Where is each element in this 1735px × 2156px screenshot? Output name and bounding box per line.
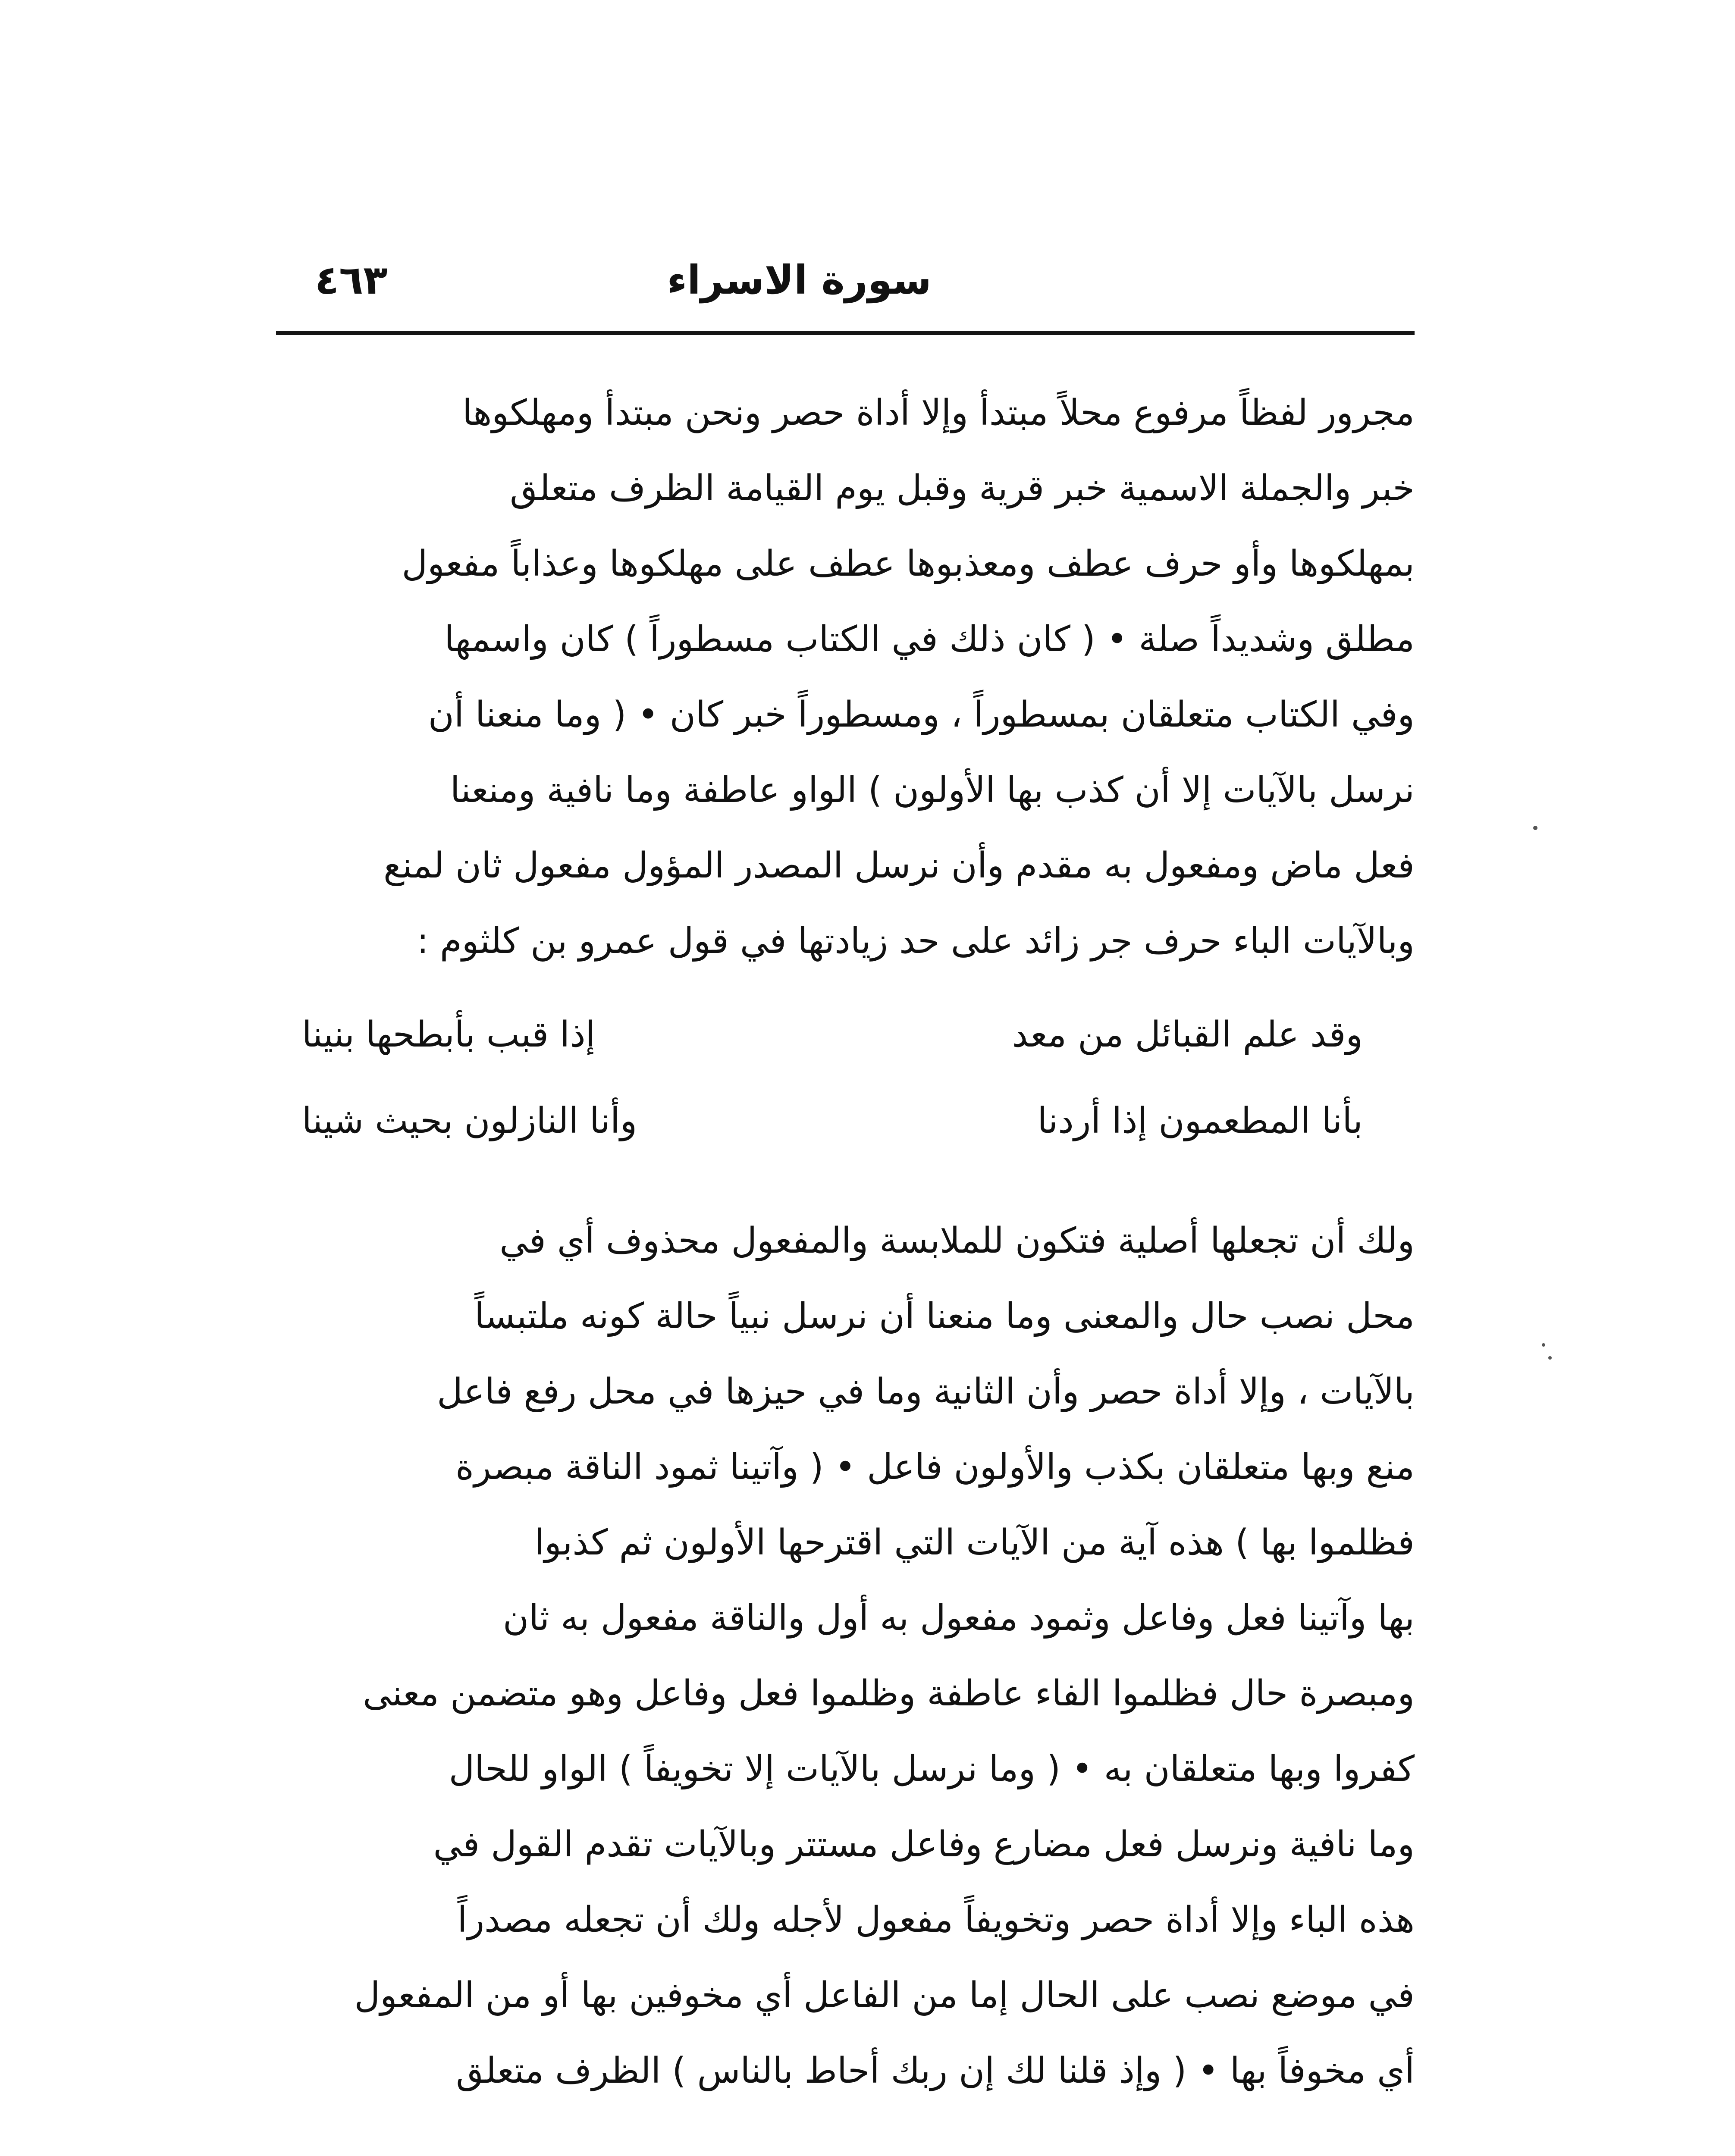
text-line: فعل ماض ومفعول به مقدم وأن نرسل المصدر المؤول مفعول ثان لمنع: [383, 845, 1415, 886]
text-line: ولك أن تجعلها أصلية فتكون للملابسة والمفعول محذوف أي في: [499, 1220, 1415, 1261]
verse-first-hemistich: بأنا المطعمون إذا أردنا: [1037, 1100, 1363, 1141]
text-line: مجرور لفظاً مرفوع محلاً مبتدأ وإلا أداة حصر ونحن مبتدأ ومهلكوها: [462, 392, 1415, 433]
text-line: أي مخوفاً بها • ( وإذ قلنا لك إن ربك أحاط بالناس ) الظرف متعلق: [456, 2050, 1415, 2091]
verse-second-hemistich: إذا قبب بأبطحها بنينا: [302, 1014, 596, 1055]
text-line: وما نافية ونرسل فعل مضارع وفاعل مستتر وبالآيات تقدم القول في: [433, 1824, 1415, 1865]
text-line: ومبصرة حال فظلموا الفاء عاطفة وظلموا فعل وفاعل وهو متضمن معنى: [363, 1673, 1415, 1714]
text-line: وبالآيات الباء حرف جر زائد على حد زيادتها في قول عمرو بن كلثوم :: [417, 921, 1415, 962]
text-line: مطلق وشديداً صلة • ( كان ذلك في الكتاب مسطوراً ) كان واسمها: [444, 619, 1415, 660]
verse-second-hemistich: وأنا النازلون بحيث شينا: [302, 1100, 637, 1141]
text-line: محل نصب حال والمعنى وما منعنا أن نرسل نبياً حالة كونه ملتبساً: [474, 1296, 1415, 1337]
text-line: بالآيات ، وإلا أداة حصر وأن الثانية وما في حيزها في محل رفع فاعل: [437, 1371, 1415, 1412]
scan-speck: [1548, 1356, 1552, 1360]
verse-line-1: [302, 992, 1363, 1078]
text-line: خبر والجملة الاسمية خبر قرية وقبل يوم القيامة الظرف متعلق: [510, 468, 1415, 509]
text-line: منع وبها متعلقان بكذب والأولون فاعل • ( وآتينا ثمود الناقة مبصرة: [455, 1447, 1415, 1488]
verse-first-hemistich: وقد علم القبائل من معد: [1012, 1014, 1363, 1055]
scan-speck: [1533, 826, 1537, 830]
poetry-verse: [302, 992, 1363, 1164]
text-line: نرسل بالآيات إلا أن كذب بها الأولون ) الواو عاطفة وما نافية ومنعنا: [450, 770, 1415, 811]
paragraph-2: [242, 1203, 1415, 2109]
text-line: فظلموا بها ) هذه آية من الآيات التي اقترحها الأولون ثم كذبوا: [534, 1522, 1415, 1563]
text-line: وفي الكتاب متعلقان بمسطوراً ، ومسطوراً خبر كان • ( وما منعنا أن: [428, 694, 1415, 735]
page-number: ٤٦٣: [315, 257, 388, 303]
text-line: بها وآتينا فعل وفاعل وثمود مفعول به أول والناقة مفعول به ثان: [503, 1598, 1415, 1639]
page-header: [276, 246, 1415, 328]
text-line: كفروا وبها متعلقان به • ( وما نرسل بالآيات إلا تخويفاً ) الواو للحال: [449, 1749, 1415, 1789]
text-line: بمهلكوها وأو حرف عطف ومعذبوها عطف على مهلكوها وعذاباً مفعول: [402, 543, 1415, 584]
paragraph-1: [242, 375, 1415, 979]
scan-speck: [1542, 1343, 1545, 1347]
verse-line-2: [302, 1078, 1363, 1164]
header-rule: [276, 331, 1415, 335]
text-line: في موضع نصب على الحال إما من الفاعل أي مخوفين بها أو من المفعول: [354, 1975, 1415, 2016]
text-line: هذه الباء وإلا أداة حصر وتخويفاً مفعول لأجله ولك أن تجعله مصدراً: [457, 1899, 1415, 1940]
surah-title: سورة الاسراء: [667, 257, 932, 303]
